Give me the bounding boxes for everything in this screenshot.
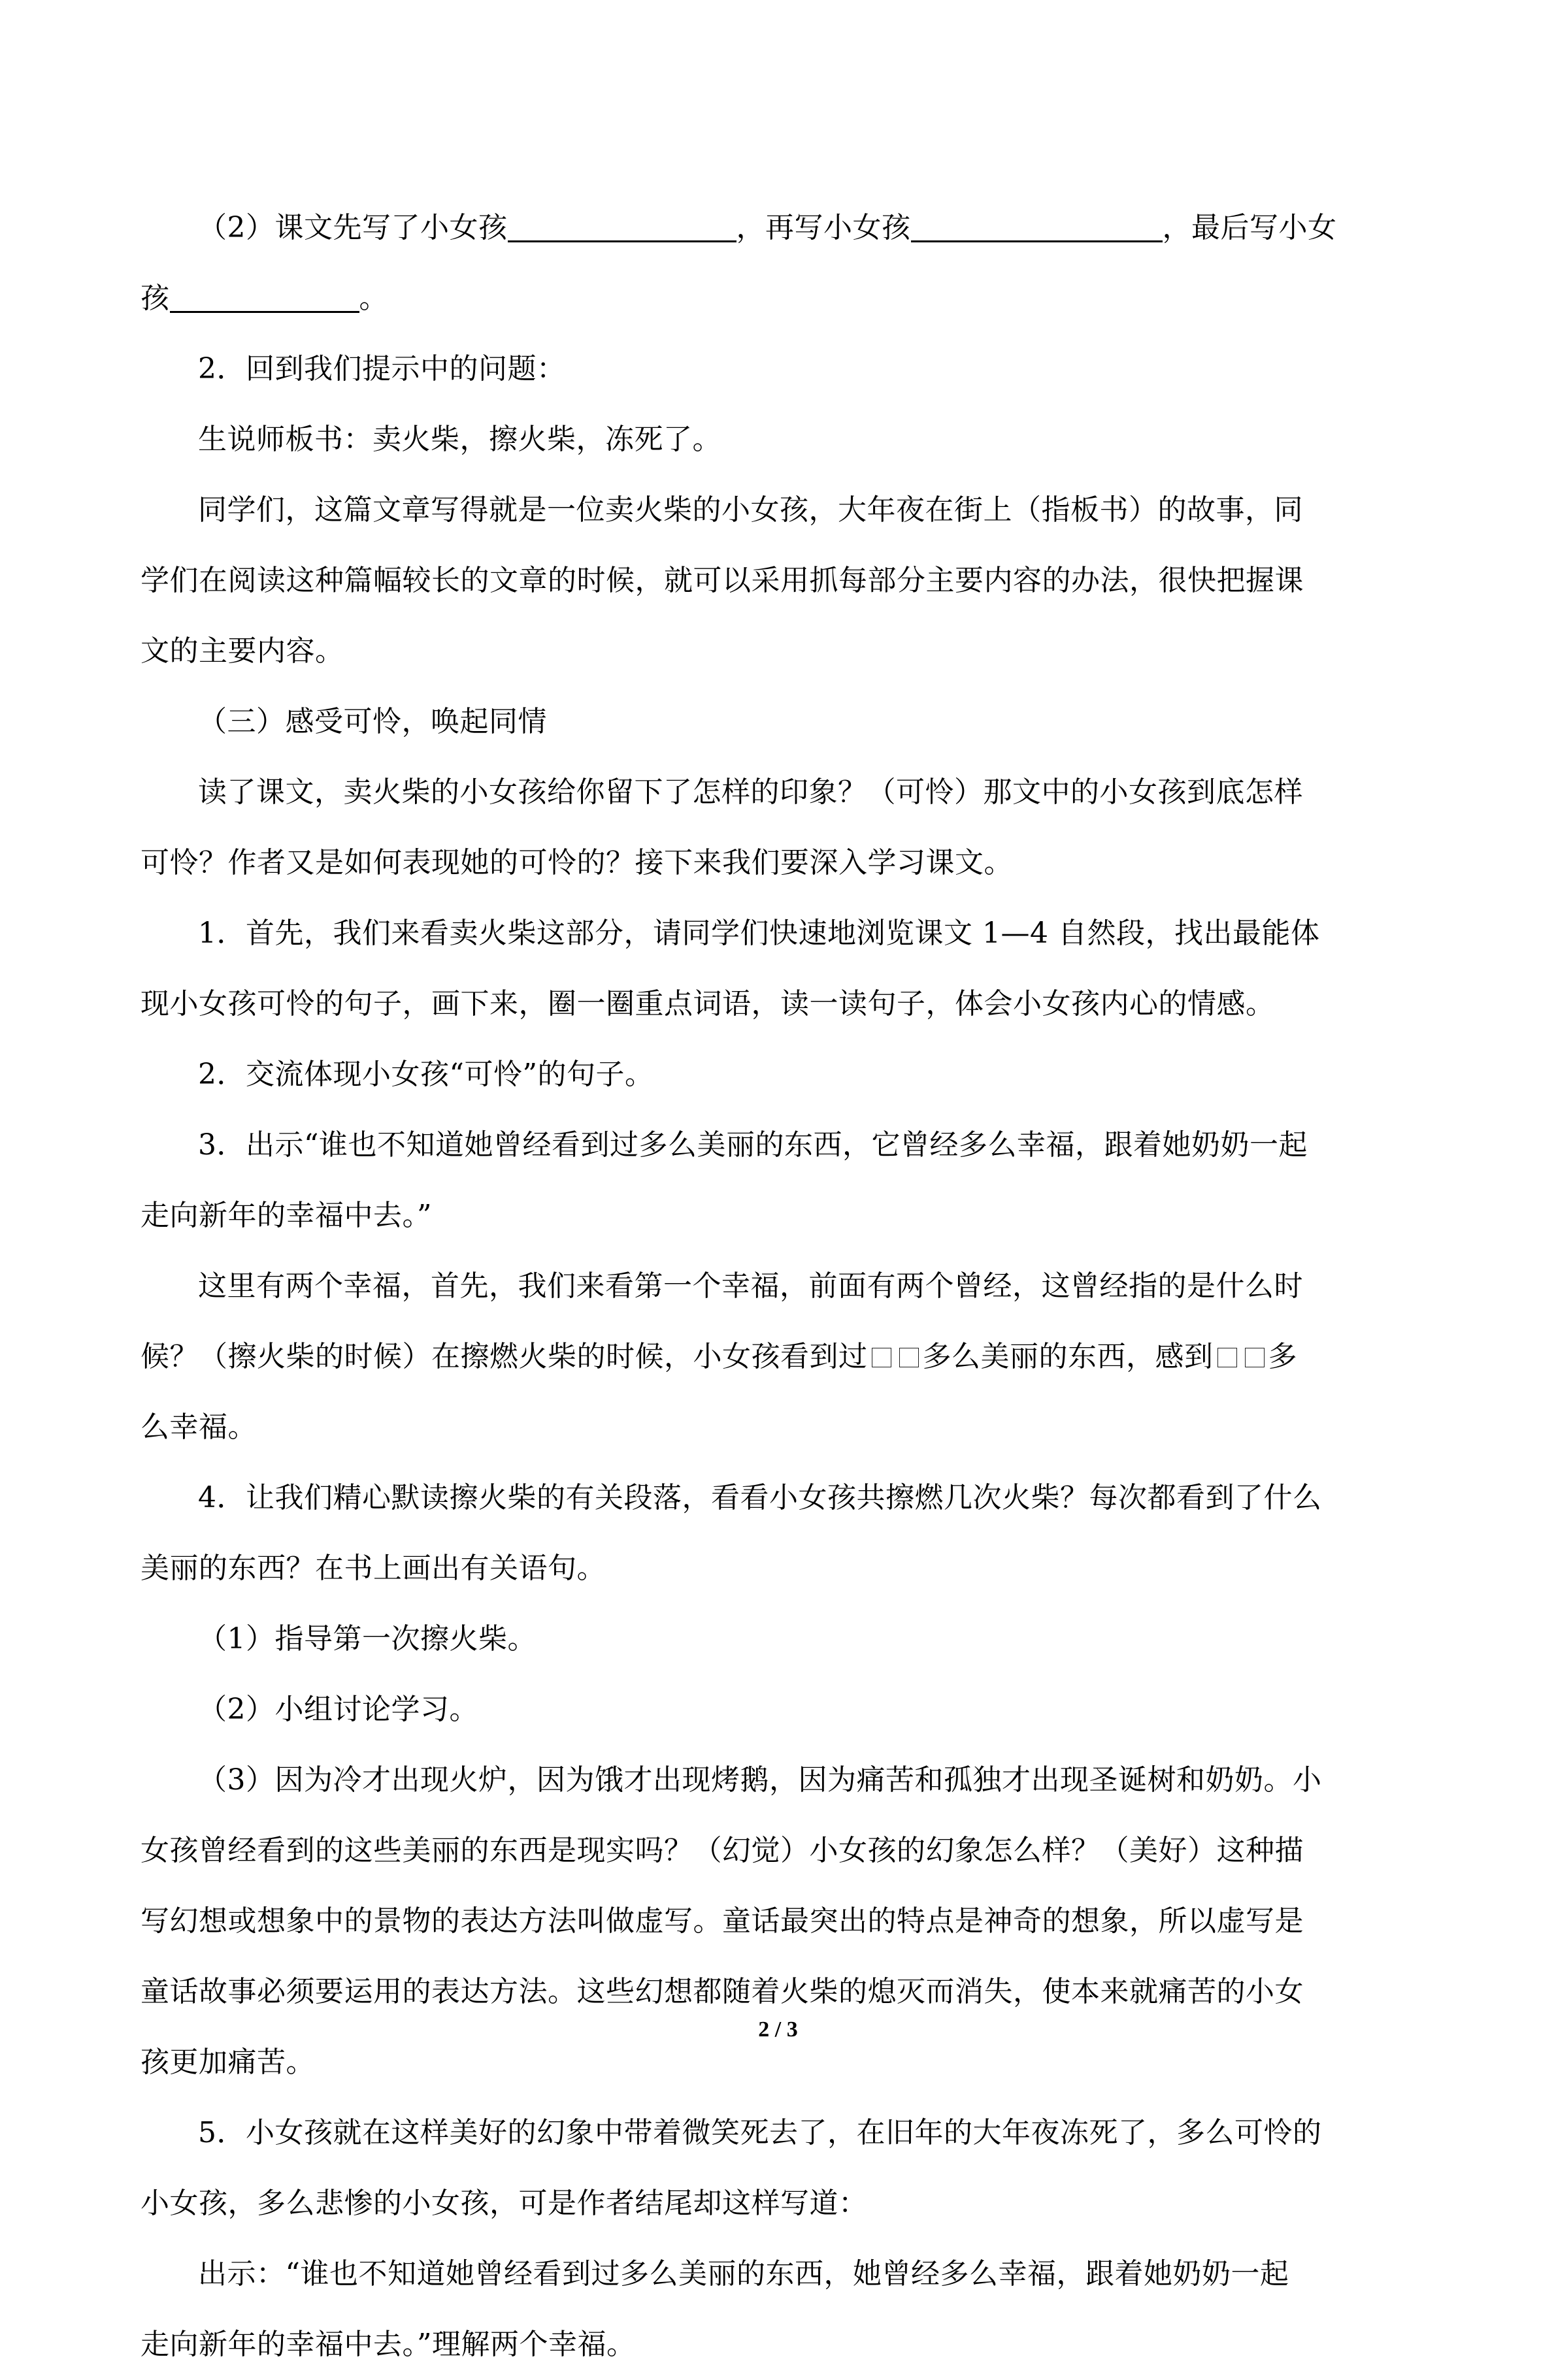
answer-blank-3[interactable] (170, 282, 359, 313)
section-heading-three: （三）感受可怜，唤起同情 (198, 705, 547, 738)
paragraph-impression-line: 可怜？作者又是如何表现她的可怜的？接下来我们要深入学习课文。 (141, 846, 1013, 879)
page-number: 2 / 3 (758, 2017, 798, 2042)
paragraph-step1-line: 1．首先，我们来看卖火柴这部分，请同学们快速地浏览课文 1—4 自然段，找出最能体 (198, 917, 1320, 950)
question-2-line-1: （2）课文先写了小女孩 ，再写小女孩 ，最后写小女 (198, 211, 1337, 244)
document-body (141, 193, 1415, 2380)
paragraph-sub3-line: 女孩曾经看到的这些美丽的东西是现实吗？（幻觉）小女孩的幻象怎么样？（美好）这种描 (141, 1834, 1304, 1867)
paragraph-step5-line: 小女孩，多么悲惨的小女孩，可是作者结尾却这样写道： (141, 2187, 868, 2220)
paragraph-sub3-line: 童话故事必须要运用的表达方法。这些幻想都随着火柴的熄灭而消失，使本来就痛苦的小女 (141, 1975, 1304, 2008)
question-2-line-2: 孩 。 (141, 282, 388, 315)
paragraph-show-line: 走向新年的幸福中去。”理解两个幸福。 (141, 2328, 636, 2361)
answer-blank-1[interactable] (508, 212, 737, 242)
paragraph-sub3-line: （3）因为冷才出现火炉，因为饿才出现烤鹅，因为痛苦和孤独才出现圣诞树和奶奶。小 (198, 1763, 1322, 1797)
paragraph-step3-line: 走向新年的幸福中去。” (141, 1199, 432, 1232)
paragraph-step1-line: 现小女孩可怜的句子，画下来，圈一圈重点词语，读一读句子，体会小女孩内心的情感。 (141, 987, 1275, 1020)
fill-box[interactable] (872, 1348, 891, 1367)
paragraph-summary-line: 学们在阅读这种篇幅较长的文章的时候，就可以采用抓每部分主要内容的办法，很快把握课 (141, 564, 1304, 597)
paragraph-step5-line: 5．小女孩就在这样美好的幻象中带着微笑死去了，在旧年的大年夜冻死了，多么可怜的 (198, 2116, 1322, 2149)
paragraph-summary-line: 文的主要内容。 (141, 634, 344, 668)
paragraph-summary-line: 同学们，这篇文章写得就是一位卖火柴的小女孩，大年夜在街上（指板书）的故事，同 (198, 493, 1303, 527)
paragraph-sub3-line: 孩更加痛苦。 (141, 2046, 315, 2079)
paragraph-sub1: （1）指导第一次擦火柴。 (198, 1622, 537, 1655)
paragraph-sub3-line: 写幻想或想象中的景物的表达方法叫做虚写。童话最突出的特点是神奇的想象，所以虚写是 (141, 1904, 1304, 1938)
paragraph-happiness-line: 候？（擦火柴的时候）在擦燃火柴的时候，小女孩看到过 多么美丽的东西，感到 多 (141, 1340, 1297, 1373)
paragraph-step2: 2．交流体现小女孩“可怜”的句子。 (198, 1058, 654, 1091)
paragraph-board: 生说师板书：卖火柴，擦火柴，冻死了。 (198, 423, 721, 456)
fill-box[interactable] (899, 1348, 919, 1367)
paragraph-happiness-line: 这里有两个幸福，首先，我们来看第一个幸福，前面有两个曾经，这曾经指的是什么时 (198, 1269, 1303, 1303)
answer-blank-2[interactable] (911, 212, 1163, 242)
paragraph-show-line: 出示：“谁也不知道她曾经看到过多么美丽的东西，她曾经多么幸福，跟着她奶奶一起 (198, 2257, 1289, 2290)
paragraph-impression-line: 读了课文，卖火柴的小女孩给你留下了怎样的印象？（可怜）那文中的小女孩到底怎样 (198, 775, 1303, 809)
paragraph-sub2: （2）小组讨论学习。 (198, 1693, 478, 1726)
paragraph-return: 2．回到我们提示中的问题： (198, 352, 566, 385)
fill-box[interactable] (1217, 1348, 1237, 1367)
paragraph-happiness-line: 么幸福。 (141, 1410, 257, 1444)
paragraph-step4-line: 4．让我们精心默读擦火柴的有关段落，看看小女孩共擦燃几次火柴？每次都看到了什么 (198, 1481, 1322, 1514)
fill-box[interactable] (1245, 1348, 1265, 1367)
paragraph-step4-line: 美丽的东西？在书上画出有关语句。 (141, 1552, 606, 1585)
paragraph-step3-line: 3．出示“谁也不知道她曾经看到过多么美丽的东西，它曾经多么幸福，跟着她奶奶一起 (198, 1128, 1308, 1162)
